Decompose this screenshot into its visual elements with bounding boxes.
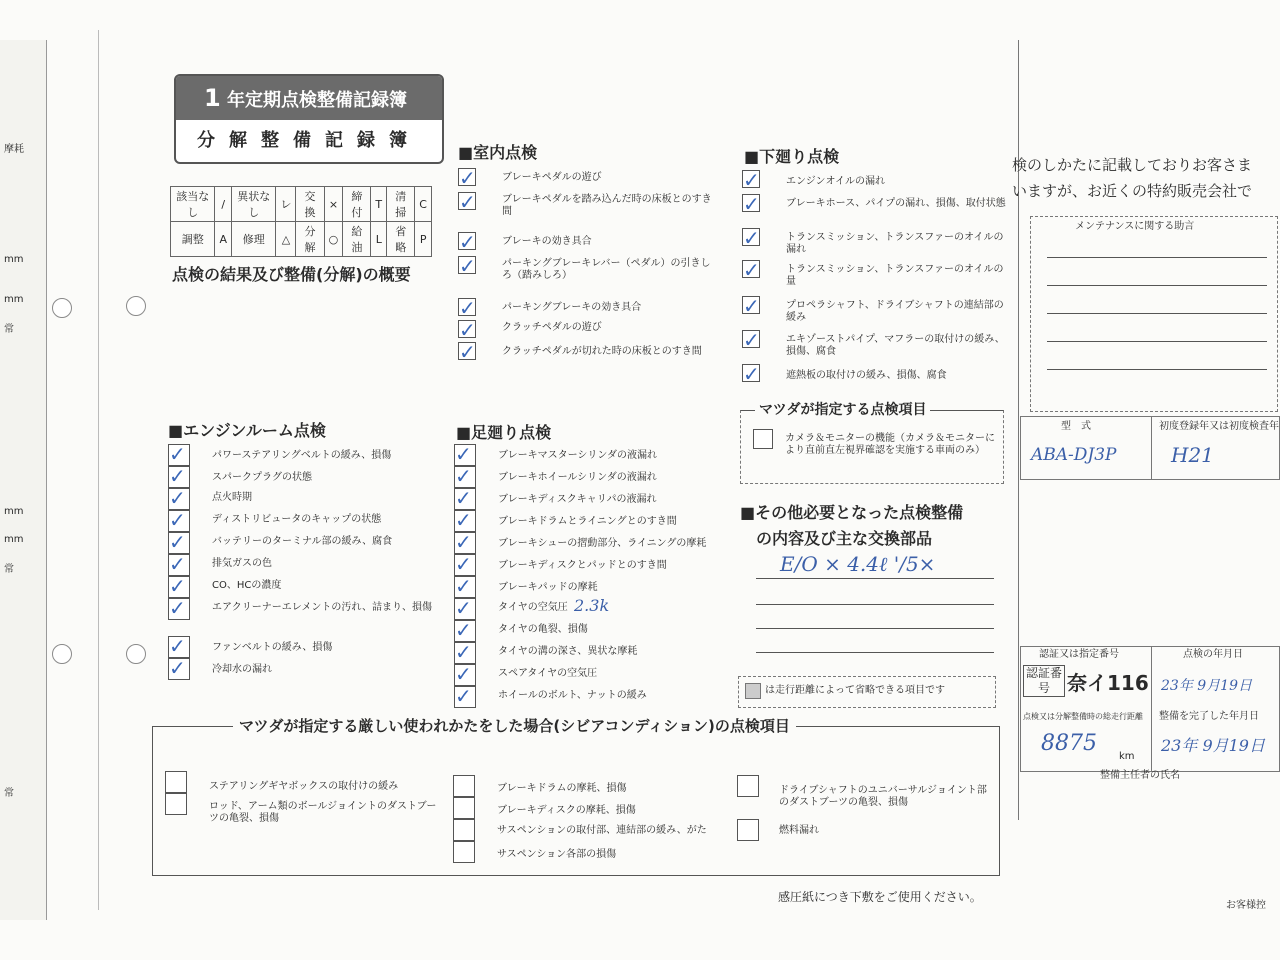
checkbox[interactable]: ✓ bbox=[459, 340, 476, 364]
item-label: 冷却水の漏れ bbox=[212, 664, 272, 675]
item-label: パーキングブレーキレバー（ペダル）の引きしろ（踏みしろ） bbox=[502, 258, 711, 281]
checkbox[interactable]: ✓ bbox=[454, 620, 476, 642]
legend-cell: 清掃 bbox=[387, 187, 415, 222]
intro-line: いますが、お近くの特約販売会社で bbox=[1012, 182, 1253, 200]
manager-label: 整備主任者の氏名 bbox=[1100, 770, 1180, 781]
checkbox[interactable]: ✓ bbox=[168, 576, 190, 598]
intro-line: 検のしかたに記載しておりお客さま bbox=[1012, 156, 1253, 174]
checkbox[interactable]: ✓ bbox=[168, 598, 190, 620]
legend-cell: 異状なし bbox=[232, 187, 276, 222]
checkbox[interactable]: ✓ bbox=[743, 258, 760, 282]
item-label: プロペラシャフト、ドライブシャフトの連結部の緩み bbox=[786, 300, 1004, 323]
checkbox[interactable]: ✓ bbox=[743, 362, 760, 386]
checkbox[interactable] bbox=[453, 841, 475, 863]
write-line bbox=[1047, 369, 1267, 370]
odometer-value: 8875 bbox=[1041, 731, 1097, 756]
checkbox[interactable]: ✓ bbox=[168, 554, 190, 576]
checkbox[interactable]: ✓ bbox=[459, 230, 476, 254]
footer-note: 感圧紙につき下敷をご使用ください。 bbox=[778, 890, 982, 904]
checkbox[interactable]: ✓ bbox=[454, 466, 476, 488]
legend-cell: 調整 bbox=[171, 222, 215, 257]
model-label: 型 式 bbox=[1061, 421, 1091, 432]
write-line bbox=[1047, 257, 1267, 258]
odometer-unit: km bbox=[1119, 751, 1135, 762]
checkbox[interactable]: ✓ bbox=[454, 598, 476, 620]
checkbox[interactable]: ✓ bbox=[168, 510, 190, 532]
interior-heading: ■室内点検 bbox=[458, 143, 538, 162]
gray-marker bbox=[745, 683, 761, 699]
item-label: 排気ガスの色 bbox=[212, 558, 272, 569]
item-label: トランスミッション、トランスファーのオイルの量 bbox=[786, 264, 1004, 287]
customer-copy-label: お客様控 bbox=[1226, 900, 1266, 911]
write-line bbox=[1047, 285, 1267, 286]
legend-cell: 分解 bbox=[296, 222, 324, 257]
legend-table bbox=[170, 186, 432, 257]
checkbox[interactable]: ✓ bbox=[459, 296, 476, 320]
legend-cell: 該当なし bbox=[171, 187, 215, 222]
item-label: ブレーキペダルを踏み込んだ時の床板とのすき間 bbox=[502, 194, 712, 217]
legend-cell: / bbox=[215, 187, 232, 222]
legend-cell: × bbox=[324, 187, 343, 222]
item-label: トランスミッション、トランスファーのオイルの漏れ bbox=[786, 232, 1004, 255]
item-label: 遮熱板の取付けの緩み、損傷、腐食 bbox=[786, 370, 947, 381]
legend-cell: A bbox=[215, 222, 232, 257]
item-label: サスペンション各部の損傷 bbox=[497, 849, 617, 860]
binder-hole bbox=[52, 298, 72, 318]
legend-cell: C bbox=[415, 187, 432, 222]
divider bbox=[1151, 417, 1152, 479]
item-label: カメラ＆モニターの機能（カメラ＆モニターにより直前直左視界確認を実施する車両のみ） bbox=[785, 433, 995, 456]
checkbox[interactable]: ✓ bbox=[454, 532, 476, 554]
item-label: エンジンオイルの漏れ bbox=[786, 176, 885, 187]
item-label: ブレーキマスターシリンダの液漏れ bbox=[498, 450, 657, 461]
cert-label: 認証又は指定番号 bbox=[1039, 649, 1119, 660]
severe-heading: マツダが指定する厳しい使われかたをした場合(シビアコンディション)の点検項目 bbox=[233, 715, 796, 736]
model-table bbox=[1020, 416, 1280, 480]
summary-heading: 点検の結果及び整備(分解)の概要 bbox=[172, 265, 411, 284]
checkbox[interactable]: ✓ bbox=[459, 166, 476, 190]
item-label: クラッチペダルが切れた時の床板とのすき間 bbox=[502, 346, 702, 357]
edge-text: 常 bbox=[4, 788, 14, 799]
advice-box bbox=[1030, 216, 1278, 412]
checkbox[interactable]: ✓ bbox=[454, 488, 476, 510]
checkbox[interactable] bbox=[453, 775, 475, 797]
model-value: ABA-DJ3P bbox=[1031, 445, 1117, 465]
page-subtitle: 分解整備記録簿 bbox=[197, 130, 421, 151]
checkbox[interactable]: ✓ bbox=[168, 532, 190, 554]
item-label: ブレーキホイールシリンダの液漏れ bbox=[498, 472, 657, 483]
odometer-label: 点検又は分解整備時の総走行距離 bbox=[1023, 712, 1143, 721]
item-label: ブレーキディスクとパッドとのすき間 bbox=[498, 560, 667, 571]
legend-cell: △ bbox=[276, 222, 296, 257]
checkbox[interactable]: ✓ bbox=[454, 554, 476, 576]
edge-text: mm bbox=[4, 506, 24, 517]
item-label: クラッチペダルの遊び bbox=[502, 322, 602, 333]
legend-cell: レ bbox=[276, 187, 296, 222]
edge-text: 常 bbox=[4, 324, 14, 335]
checkbox[interactable]: ✓ bbox=[454, 576, 476, 598]
item-label: サスペンションの取付部、連結部の緩み、がた bbox=[497, 825, 707, 836]
legend-cell: L bbox=[371, 222, 387, 257]
item-label: 燃料漏れ bbox=[779, 825, 819, 836]
item-label: ブレーキパッドの摩耗 bbox=[498, 582, 598, 593]
legend-cell: 省略 bbox=[387, 222, 415, 257]
item-label: タイヤの亀裂、損傷 bbox=[498, 624, 588, 635]
reg-value: H21 bbox=[1171, 443, 1214, 467]
checkbox[interactable]: ✓ bbox=[454, 642, 476, 664]
checkbox[interactable]: ✓ bbox=[743, 328, 760, 352]
checkbox[interactable] bbox=[453, 797, 475, 819]
item-label: ブレーキドラムの摩耗、損傷 bbox=[497, 783, 627, 794]
engine-heading: ■エンジンルーム点検 bbox=[168, 421, 326, 440]
mileage-note: は走行距離によって省略できる項目です bbox=[765, 685, 945, 696]
item-label: ステアリングギヤボックスの取付けの緩み bbox=[209, 781, 399, 792]
item-label: ブレーキディスクキャリパの液漏れ bbox=[498, 494, 657, 505]
checkbox[interactable]: ✓ bbox=[743, 168, 760, 192]
item-label: ディストリビュータのキャップの状態 bbox=[212, 514, 382, 525]
binder-hole bbox=[126, 296, 146, 316]
item-label: ブレーキホース、パイプの漏れ、損傷、取付状態 bbox=[786, 198, 1006, 209]
title-bar bbox=[176, 76, 442, 120]
legend-row bbox=[171, 222, 432, 257]
checkbox[interactable] bbox=[737, 819, 759, 841]
mazda-items-heading: マツダが指定する点検項目 bbox=[755, 399, 930, 419]
checkbox[interactable] bbox=[737, 775, 759, 797]
item-label: エアクリーナーエレメントの汚れ、詰まり、損傷 bbox=[212, 602, 432, 613]
legend-cell: 修理 bbox=[232, 222, 276, 257]
checkbox[interactable]: ✓ bbox=[168, 466, 190, 488]
write-line bbox=[756, 604, 994, 605]
other-heading: ■その他必要となった点検整備 bbox=[740, 503, 964, 522]
under-heading: ■下廻り点検 bbox=[744, 147, 840, 166]
item-label: ドライブシャフトのユニバーサルジョイント部のダストブーツの亀裂、損傷 bbox=[779, 785, 987, 808]
item-label: ブレーキシューの摺動部分、ライニングの摩耗 bbox=[498, 538, 707, 549]
mazda-items-box bbox=[740, 402, 1004, 484]
inspection-date: 23年 9月19日 bbox=[1161, 678, 1252, 694]
chassis-heading: ■足廻り点検 bbox=[456, 423, 552, 442]
item-label: ブレーキディスクの摩耗、損傷 bbox=[497, 805, 636, 816]
previous-page-edge bbox=[0, 40, 47, 920]
cert-prefix: 認証番号 bbox=[1023, 665, 1065, 697]
checkbox[interactable]: ✓ bbox=[454, 444, 476, 466]
edge-text: mm bbox=[4, 294, 24, 305]
checkbox[interactable]: ✓ bbox=[743, 294, 760, 318]
title-box bbox=[174, 74, 444, 164]
certification-table bbox=[1020, 646, 1280, 772]
checkbox[interactable]: ✓ bbox=[168, 488, 190, 510]
item-label: スパークプラグの状態 bbox=[212, 472, 312, 483]
reg-label: 初度登録年又は初度検査年 bbox=[1159, 421, 1279, 432]
checkbox[interactable]: ✓ bbox=[454, 664, 476, 686]
item-label: ホイールのボルト、ナットの緩み bbox=[498, 690, 647, 701]
checkbox[interactable] bbox=[165, 771, 187, 793]
checkbox[interactable]: ✓ bbox=[459, 318, 476, 342]
checkbox[interactable]: ✓ bbox=[454, 510, 476, 532]
item-label: パーキングブレーキの効き具合 bbox=[502, 302, 642, 313]
mileage-note-box bbox=[738, 676, 996, 708]
item-label: CO、HCの濃度 bbox=[212, 580, 282, 591]
item-label: 点火時期 bbox=[212, 492, 252, 503]
handwritten-parts: E/O × 4.4ℓ '/5× bbox=[780, 552, 936, 576]
edge-text: 摩耗 bbox=[4, 144, 24, 155]
legend-cell: T bbox=[371, 187, 387, 222]
legend-cell: P bbox=[415, 222, 432, 257]
checkbox[interactable] bbox=[453, 819, 475, 841]
checkbox[interactable] bbox=[165, 793, 187, 815]
divider bbox=[1151, 647, 1152, 771]
checkbox[interactable] bbox=[753, 429, 773, 449]
cert-value: 奈イ116 bbox=[1067, 671, 1149, 695]
severe-box bbox=[152, 717, 1000, 876]
item-label: ロッド、アーム類のボールジョイントのダストブーツの亀裂、損傷 bbox=[209, 801, 437, 824]
completed-label: 整備を完了した年月日 bbox=[1159, 711, 1259, 722]
legend-row bbox=[171, 187, 432, 222]
item-label: エキゾーストパイプ、マフラーの取付けの緩み、損傷、腐食 bbox=[786, 334, 1005, 357]
checkbox[interactable]: ✓ bbox=[743, 192, 760, 216]
advice-heading: メンテナンスに関する助言 bbox=[1075, 221, 1195, 232]
item-label: パワーステアリングベルトの緩み、損傷 bbox=[212, 450, 392, 461]
edge-text: 常 bbox=[4, 564, 14, 575]
checkbox[interactable]: ✓ bbox=[168, 658, 190, 680]
page-title: 年定期点検整備記録簿 bbox=[226, 90, 407, 111]
fold-line bbox=[98, 30, 99, 910]
checkbox[interactable]: ✓ bbox=[168, 444, 190, 466]
binder-hole bbox=[126, 644, 146, 664]
inspection-date-label: 点検の年月日 bbox=[1183, 649, 1243, 660]
tire-pressure-note: 2.3k bbox=[574, 596, 610, 615]
item-label: スペアタイヤの空気圧 bbox=[498, 668, 598, 679]
item-label: タイヤの溝の深さ、異状な摩耗 bbox=[498, 646, 638, 657]
edge-text: mm bbox=[4, 254, 24, 265]
checkbox[interactable]: ✓ bbox=[168, 636, 190, 658]
item-label: タイヤの空気圧 bbox=[498, 602, 568, 613]
other-subheading: の内容及び主な交換部品 bbox=[756, 529, 933, 548]
legend-cell: 給油 bbox=[343, 222, 371, 257]
checkbox[interactable]: ✓ bbox=[459, 190, 476, 214]
legend-cell: 締付 bbox=[343, 187, 371, 222]
write-line bbox=[756, 652, 994, 653]
item-label: ファンベルトの緩み、損傷 bbox=[212, 642, 333, 653]
binder-hole bbox=[52, 644, 72, 664]
completed-date: 23年 9月19日 bbox=[1161, 736, 1265, 755]
item-label: バッテリーのターミナル部の緩み、腐食 bbox=[212, 536, 393, 547]
write-line bbox=[1047, 313, 1267, 314]
legend-cell: ○ bbox=[324, 222, 343, 257]
checkbox[interactable]: ✓ bbox=[459, 254, 476, 278]
edge-text: mm bbox=[4, 534, 24, 545]
item-label: ブレーキペダルの遊び bbox=[502, 172, 602, 183]
write-line bbox=[756, 578, 994, 579]
checkbox[interactable]: ✓ bbox=[743, 226, 760, 250]
write-line bbox=[756, 628, 994, 629]
item-label: ブレーキドラムとライニングとのすき間 bbox=[498, 516, 677, 527]
checkbox[interactable]: ✓ bbox=[454, 686, 476, 708]
legend-cell: 交換 bbox=[296, 187, 324, 222]
item-label: ブレーキの効き具合 bbox=[502, 236, 592, 247]
write-line bbox=[1047, 341, 1267, 342]
title-number: 1 bbox=[204, 84, 221, 112]
